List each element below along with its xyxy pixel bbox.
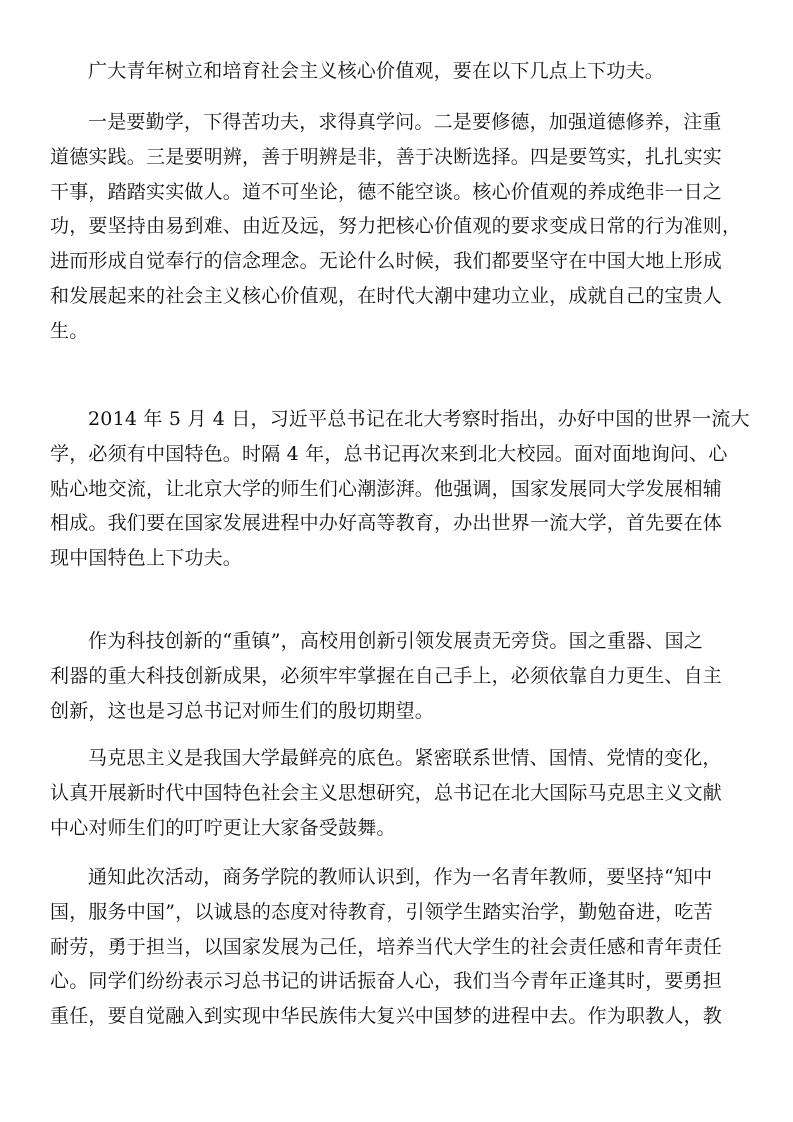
paragraph-line: 耐劳，勇于担当，以国家发展为己任，培养当代大学生的社会责任感和青年责任 [50, 935, 723, 958]
paragraph-line: 心。同学们纷纷表示习总书记的讲话振奋人心，我们当今青年正逢其时，要勇担 [50, 970, 723, 993]
paragraph-line: 和发展起来的社会主义核心价值观，在时代大潮中建功立业，成就自己的宝贵人 [50, 284, 723, 307]
paragraph-line: 生。 [50, 319, 89, 342]
paragraph-line: 通知此次活动，商务学院的教师认识到，作为一名青年教师，要坚持“知中 [88, 866, 713, 888]
paragraph-line: 创新，这也是习总书记对师生们的殷切期望。 [50, 699, 435, 722]
paragraph-6 [50, 860, 744, 1034]
paragraph-line: 干事，踏踏实实做人。道不可坐论，德不能空谈。核心价值观的养成绝非一日之 [50, 180, 723, 203]
paragraph-1 [88, 54, 744, 89]
paragraph-line: 利器的重大科技创新成果，必须牢牢掌握在自己手上，必须依靠自力更生、自主 [50, 664, 723, 687]
paragraph-line: 道德实践。三是要明辨，善于明辨是非，善于决断选择。四是要笃实，扎扎实实 [50, 145, 723, 168]
paragraph-line: 2014 年 5 月 4 日，习近平总书记在北大考察时指出，办好中国的世界一流大 [88, 408, 750, 430]
paragraph-line: 功，要坚持由易到难、由近及远，努力把核心价值观的要求变成日常的行为准则， [50, 215, 742, 238]
paragraph-line: 作为科技创新的“重镇”，高校用创新引领发展责无旁贷。国之重器、国之 [88, 630, 704, 652]
paragraph-line: 国，服务中国”，以诚恳的态度对待教育，引领学生踏实治学，勤勉奋进，吃苦 [50, 900, 713, 923]
paragraph-line: 贴心地交流，让北京大学的师生们心潮澎湃。他强调，国家发展同大学发展相辅 [50, 477, 723, 500]
paragraph-line: 相成。我们要在国家发展进程中办好高等教育，办出世界一流大学，首先要在体 [50, 512, 723, 535]
paragraph-line: 马克思主义是我国大学最鲜亮的底色。紧密联系世情、国情、党情的变化， [88, 747, 722, 769]
paragraph-5 [50, 741, 744, 845]
paragraph-line: 现中国特色上下功夫。 [50, 547, 243, 570]
paragraph-line: 学，必须有中国特色。时隔 4 年，总书记再次来到北大校园。面对面地询问、心 [50, 442, 728, 465]
paragraph-line: 认真开展新时代中国特色社会主义思想研究，总书记在北大国际马克思主义文献 [50, 781, 723, 804]
paragraph-line: 一是要勤学，下得苦功夫，求得真学问。二是要修德，加强道德修养，注重 [88, 111, 722, 133]
paragraph-line: 重任，要自觉融入到实现中华民族伟大复兴中国梦的进程中去。作为职教人，教 [50, 1005, 723, 1028]
paragraph-line: 进而形成自觉奉行的信念理念。无论什么时候，我们都要坚守在中国大地上形成 [50, 250, 723, 273]
paragraph-line: 广大青年树立和培育社会主义核心价值观，要在以下几点上下功夫。 [88, 60, 665, 82]
paragraph-4 [50, 624, 744, 728]
paragraph-line: 中心对师生们的叮咛更让大家备受鼓舞。 [50, 816, 396, 839]
paragraph-3 [50, 402, 750, 576]
paragraph-2 [50, 105, 744, 349]
